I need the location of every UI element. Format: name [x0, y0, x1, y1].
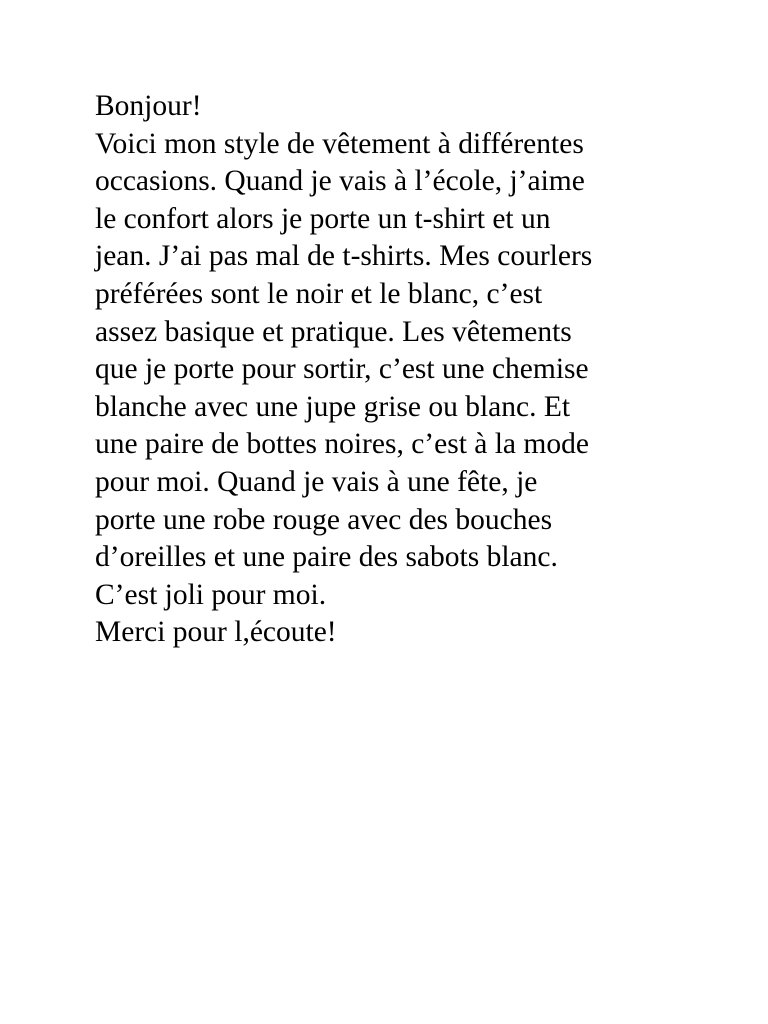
- text-line: pour moi. Quand je vais à une fête, je: [95, 465, 538, 498]
- closing-line: Merci pour l,écoute!: [95, 616, 337, 649]
- text-line: d’oreilles et une paire des sabots blanc.: [95, 541, 558, 574]
- greeting-line: Bonjour!: [95, 90, 202, 122]
- text-line: assez basique et pratique. Les vêtements: [95, 315, 572, 348]
- document-text: [95, 88, 695, 652]
- text-line: occasions. Quand je vais à l’école, j’aime: [95, 165, 585, 198]
- text-line: préférées sont le noir et le blanc, c’est: [95, 277, 543, 310]
- text-line: jean. J’ai pas mal de t-shirts. Mes courlers: [95, 240, 593, 273]
- text-line: porte une robe rouge avec des bouches: [95, 503, 553, 536]
- text-line: C’est joli pour moi.: [95, 578, 327, 611]
- text-line: le confort alors je porte un t-shirt et un: [95, 202, 551, 235]
- text-line: que je porte pour sortir, c’est une chemise: [95, 353, 589, 386]
- text-line: une paire de bottes noires, c’est à la mode: [95, 428, 589, 461]
- text-line: Voici mon style de vêtement à différentes: [95, 127, 584, 160]
- text-line: blanche avec une jupe grise ou blanc. Et: [95, 390, 571, 423]
